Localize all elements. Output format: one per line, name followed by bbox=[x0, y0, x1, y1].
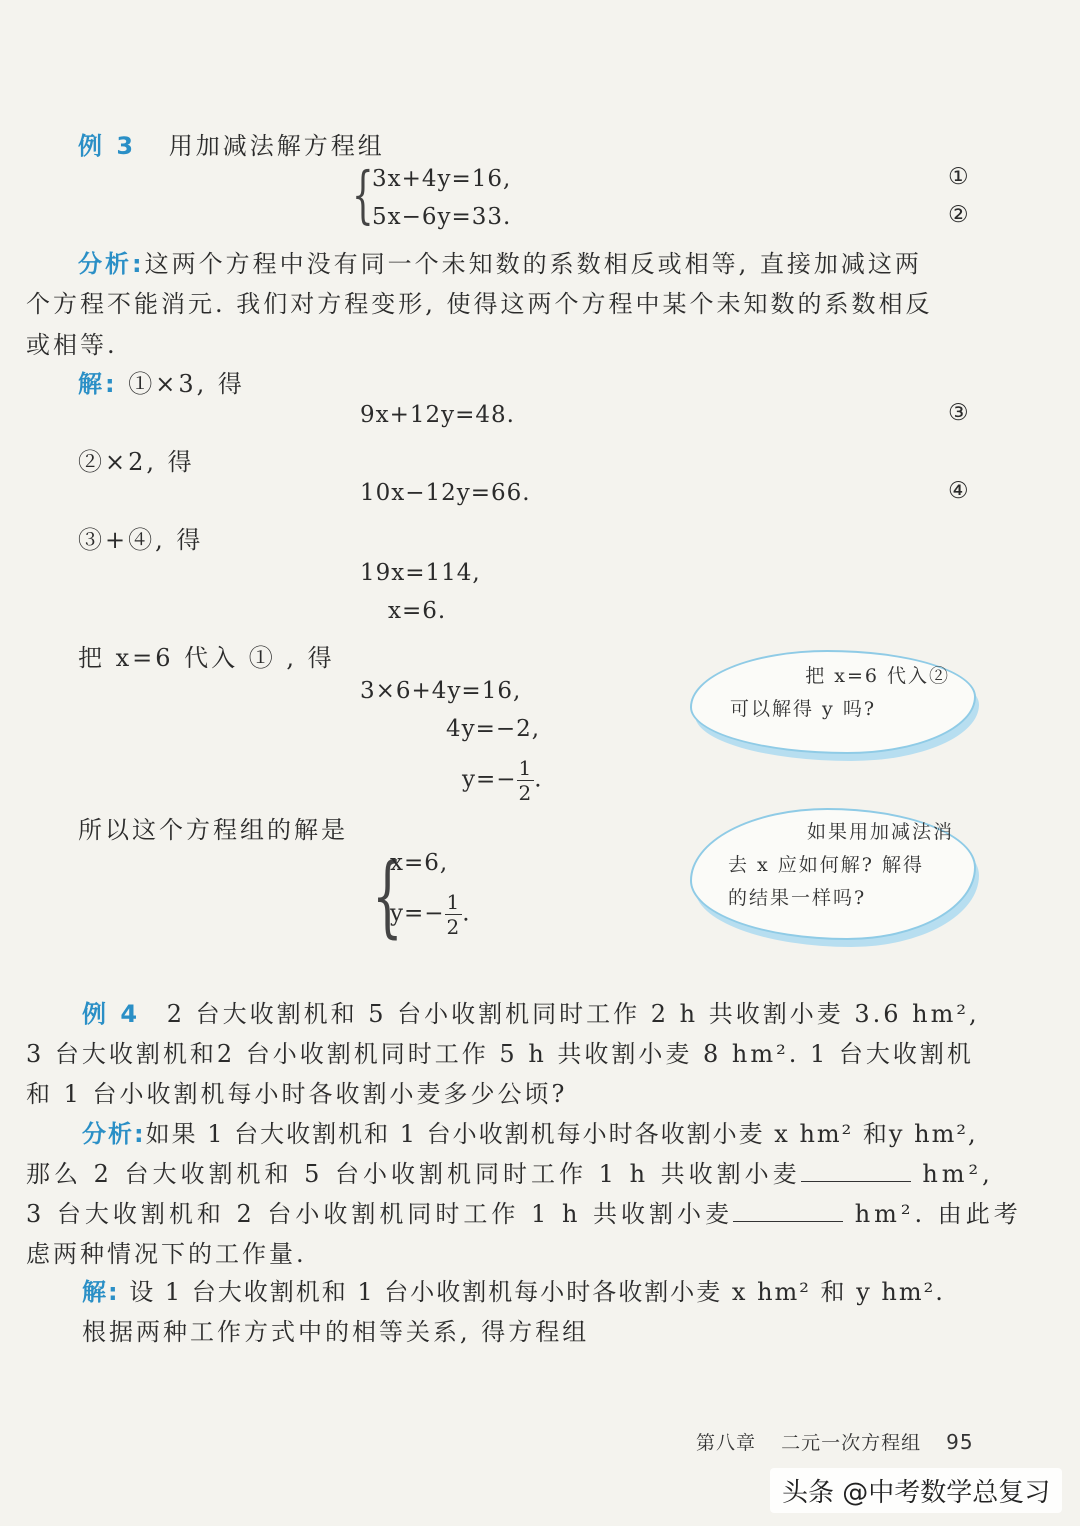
example4-text-1: 2 台大收割机和 5 台小收割机同时工作 2 h 共收割小麦 3.6 hm², bbox=[166, 1000, 980, 1028]
fraction-numerator: 1 bbox=[518, 756, 533, 780]
solution-brace: { bbox=[372, 844, 403, 947]
example4-line-2: 3 台大收割机和2 台小收割机同时工作 5 h 共收割小麦 8 hm². 1 台大收割机 bbox=[26, 1040, 974, 1068]
equation-4-mark: ④ bbox=[948, 478, 970, 504]
fraction bbox=[517, 758, 535, 803]
example3-title: 用加减法解方程组 bbox=[168, 132, 385, 160]
equation-4: 10x−12y=66. bbox=[360, 480, 531, 506]
fraction-denominator: 2 bbox=[518, 781, 533, 805]
solution-step-1 bbox=[78, 364, 245, 399]
chapter-label: 第八章 bbox=[696, 1432, 757, 1454]
equation-6: x=6. bbox=[388, 598, 447, 624]
example4-solution-line-1 bbox=[82, 1272, 945, 1307]
answer-blank-2[interactable] bbox=[733, 1201, 843, 1222]
conclusion-text: 所以这个方程组的解是 bbox=[78, 816, 348, 844]
solution-step-2: ②×2, 得 bbox=[78, 448, 195, 476]
equation-9 bbox=[462, 758, 543, 803]
example4-solution-line-2: 根据两种工作方式中的相等关系, 得方程组 bbox=[82, 1318, 590, 1346]
equation-2-mark: ② bbox=[948, 202, 970, 228]
analysis-line-3-text: 3 台大收割机和 2 台小收割机同时工作 1 h 共收割小麦 bbox=[26, 1200, 734, 1228]
solution-y-end: . bbox=[462, 900, 471, 927]
step-1-text: ①×3, 得 bbox=[128, 370, 245, 398]
equation-2: 5x−6y=33. bbox=[372, 204, 512, 230]
thought-bubble-2-text bbox=[728, 816, 964, 915]
equation-9-left: y=− bbox=[462, 766, 517, 793]
analysis-line-2-unit: hm², bbox=[922, 1160, 994, 1188]
system-brace: { bbox=[352, 158, 374, 231]
equation-5: 19x=114, bbox=[360, 560, 481, 586]
analysis-line-3: 或相等. bbox=[26, 331, 118, 359]
solution-y bbox=[390, 892, 471, 937]
analysis-line-2-text: 那么 2 台大收割机和 5 台小收割机同时工作 1 h 共收割小麦 bbox=[26, 1160, 801, 1188]
analysis-line-1 bbox=[78, 244, 922, 279]
example4-solution-label: 解: bbox=[82, 1278, 120, 1306]
equation-7: 3×6+4y=16, bbox=[360, 678, 522, 704]
equation-3-mark: ③ bbox=[948, 400, 970, 426]
example4-line-1 bbox=[82, 994, 980, 1029]
analysis-text-1: 这两个方程中没有同一个未知数的系数相反或相等, 直接加减这两 bbox=[144, 250, 922, 278]
chapter-title: 二元一次方程组 bbox=[781, 1432, 922, 1454]
example4-solution-text-1: 设 1 台大收割机和 1 台小收割机每小时各收割小麦 x hm² 和 y hm². bbox=[129, 1278, 945, 1306]
equation-1: 3x+4y=16, bbox=[372, 166, 512, 192]
example3-heading bbox=[78, 126, 385, 161]
equation-8: 4y=−2, bbox=[446, 716, 541, 742]
example4-line-3: 和 1 台小收割机每小时各收割小麦多少公顷? bbox=[26, 1080, 568, 1108]
bubble1-line-2: 可以解得 y 吗? bbox=[730, 698, 876, 720]
solution-step-4: 把 x=6 代入 ① , 得 bbox=[78, 644, 335, 672]
example4-analysis-line-1 bbox=[82, 1114, 978, 1149]
analysis-label: 分析: bbox=[78, 250, 145, 278]
solution-y-left: y=− bbox=[390, 900, 445, 927]
bubble1-line-1: 把 x=6 代入② bbox=[805, 665, 950, 687]
example3-label: 例 3 bbox=[78, 132, 137, 160]
fraction-numerator: 1 bbox=[446, 890, 461, 914]
bubble2-line-3: 的结果一样吗? bbox=[728, 887, 867, 909]
example4-label: 例 4 bbox=[82, 1000, 141, 1028]
analysis-line-3-unit: hm². 由此考 bbox=[854, 1200, 1022, 1228]
example4-analysis-text-1: 如果 1 台大收割机和 1 台小收割机每小时各收割小麦 x hm² 和y hm², bbox=[145, 1120, 978, 1148]
solution-label: 解: bbox=[78, 370, 118, 398]
answer-blank-1[interactable] bbox=[801, 1161, 911, 1182]
page-number: 95 bbox=[946, 1430, 974, 1454]
equation-3: 9x+12y=48. bbox=[360, 402, 515, 428]
bubble2-line-2: 去 x 应如何解? 解得 bbox=[728, 854, 925, 876]
watermark: 头条 @中考数学总复习 bbox=[770, 1468, 1062, 1513]
equation-9-end: . bbox=[534, 766, 543, 793]
example4-analysis-line-2 bbox=[26, 1154, 994, 1189]
equation-1-mark: ① bbox=[948, 164, 970, 190]
example4-analysis-line-4: 虑两种情况下的工作量. bbox=[26, 1240, 307, 1268]
page-footer bbox=[696, 1428, 974, 1455]
fraction-denominator: 2 bbox=[446, 915, 461, 939]
example4-analysis-line-3 bbox=[26, 1194, 1022, 1229]
example4-analysis-label: 分析: bbox=[82, 1120, 146, 1148]
bubble2-line-1: 如果用加减法消 bbox=[806, 821, 954, 843]
analysis-line-2: 个方程不能消元. 我们对方程变形, 使得这两个方程中某个未知数的系数相反 bbox=[26, 290, 933, 318]
solution-x: x=6, bbox=[390, 850, 449, 876]
fraction bbox=[445, 892, 463, 937]
solution-step-3: ③+④, 得 bbox=[78, 526, 204, 554]
thought-bubble-1-text bbox=[730, 660, 960, 726]
